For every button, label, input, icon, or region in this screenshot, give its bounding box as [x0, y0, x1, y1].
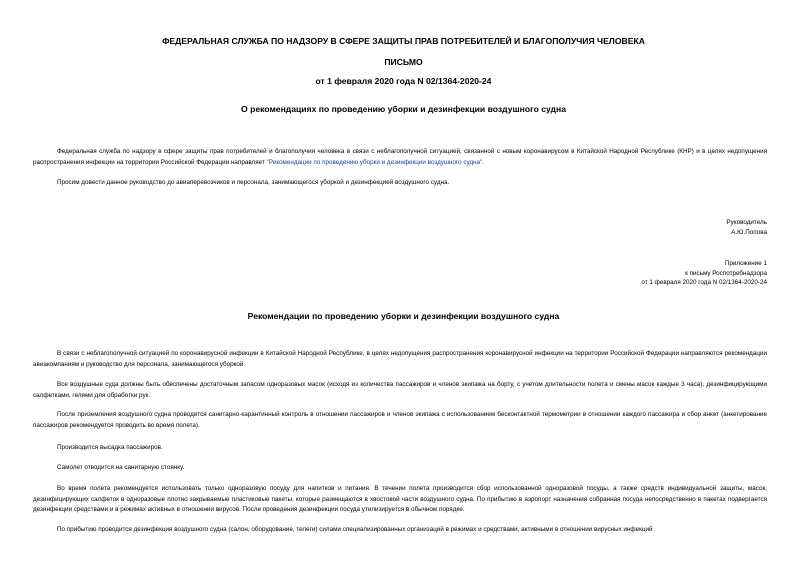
recommendations-title: Рекомендации по проведению уборки и дезинфекции воздушного судна: [247, 311, 560, 321]
appendix-block: [641, 259, 767, 288]
recommendation-paragraph: Производится высадка пассажиров.: [57, 444, 163, 451]
signature-block: [726, 218, 767, 237]
document-type-heading: ПИСЬМО: [384, 57, 423, 67]
letter-paragraph-1-text: Федеральная служба по надзору в сфере защиты прав потребителей и благополучия человека в связи с неблагополучной ситуацией, связанной с новым коронавирусом в Китайской Народной Республике (КНР) и в целях недопущения распространения инфекции на территории Российской Федерации направляет: [33, 148, 767, 166]
recommendation-paragraph: После приземления воздушного судна проводится санитарно-карантинный контроль в отношении пассажиров и членов экипажа с использованием бесконтактной термометрии в отношении каждого пассажира и сбор анкет (анкетирование пассажиров рекомендуется проводить во время полета).: [33, 411, 767, 429]
agency-heading: ФЕДЕРАЛЬНАЯ СЛУЖБА ПО НАДЗОРУ В СФЕРЕ ЗАЩИТЫ ПРАВ ПОТРЕБИТЕЛЕЙ И БЛАГОПОЛУЧИЯ ЧЕЛОВЕКА: [162, 36, 645, 46]
letter-paragraph-2: Просим довести данное руководство до авиаперевозчиков и персонала, занимающегося уборкой и дезинфекцией воздушного судна.: [57, 179, 450, 186]
appendix-line-3: от 1 февраля 2020 года N 02/1364-2020-24: [641, 279, 767, 286]
recommendation-paragraph: По прибытию проводится дезинфекция воздушного судна (салон, оборудование, телеги) силами специализированных организаций в режимах и средствами, активными в отношении вирусных инфекций: [57, 526, 653, 533]
recommendations-link[interactable]: "Рекомендации по проведению уборки и дезинфекции воздушного судна": [266, 158, 483, 166]
document-subject: О рекомендациях по проведению уборки и дезинфекции воздушного судна: [241, 104, 566, 114]
letter-paragraph-1: [33, 147, 767, 168]
recommendation-paragraph: Самолет отводится на санитарную стоянку.: [57, 464, 185, 471]
appendix-line-2: к письму Роспотребнадзора: [685, 269, 767, 277]
signature-name: А.Ю.Попова: [731, 228, 767, 236]
recommendation-paragraph: Все воздушные суда должны быть обеспечены достаточным запасом одноразовых масок (исходя из количества пассажиров и членов экипажа на борту, с учетом длительности полета и смены масок каждые 3 часа), дезинфицирующими салфетками, гелями для обработки рук.: [33, 381, 767, 399]
appendix-line-1: Приложение 1: [724, 260, 767, 267]
signature-title: Руководитель: [726, 219, 767, 226]
document-date-line: от 1 февраля 2020 года N 02/1364-2020-24: [315, 76, 492, 86]
recommendation-paragraph: В связи с неблагополучной ситуацией по коронавирусной инфекции в Китайской Народной Республике, в целях недопущения распространения коронавирусной инфекции на территории Российской Федерации направляются рекомендации авиакомпаниям и руководство для персонала, занимающегося уборкой.: [33, 350, 767, 368]
recommendation-paragraph: Во время полета рекомендуется использовать только одноразовую посуду для напитков и питания. В течении полета производится сбор использованной одноразовой посуды, а также средств индивидуальной защиты, масок, дезинфицирующих салфеток в одноразовые плотно закрываемые пластиковые пакеты, которые размещаются в хвостовой части воздушного судна. По прибытию в аэропорт назначения собранная посуда непосредственно в пакетах подвергается дезинфекции средствами и в режимах активных в отношении вирусов. После проведения дезинфекции посуда утилизируется в обычном порядке.: [33, 485, 767, 513]
letter-paragraph-1-end: .: [482, 158, 485, 166]
